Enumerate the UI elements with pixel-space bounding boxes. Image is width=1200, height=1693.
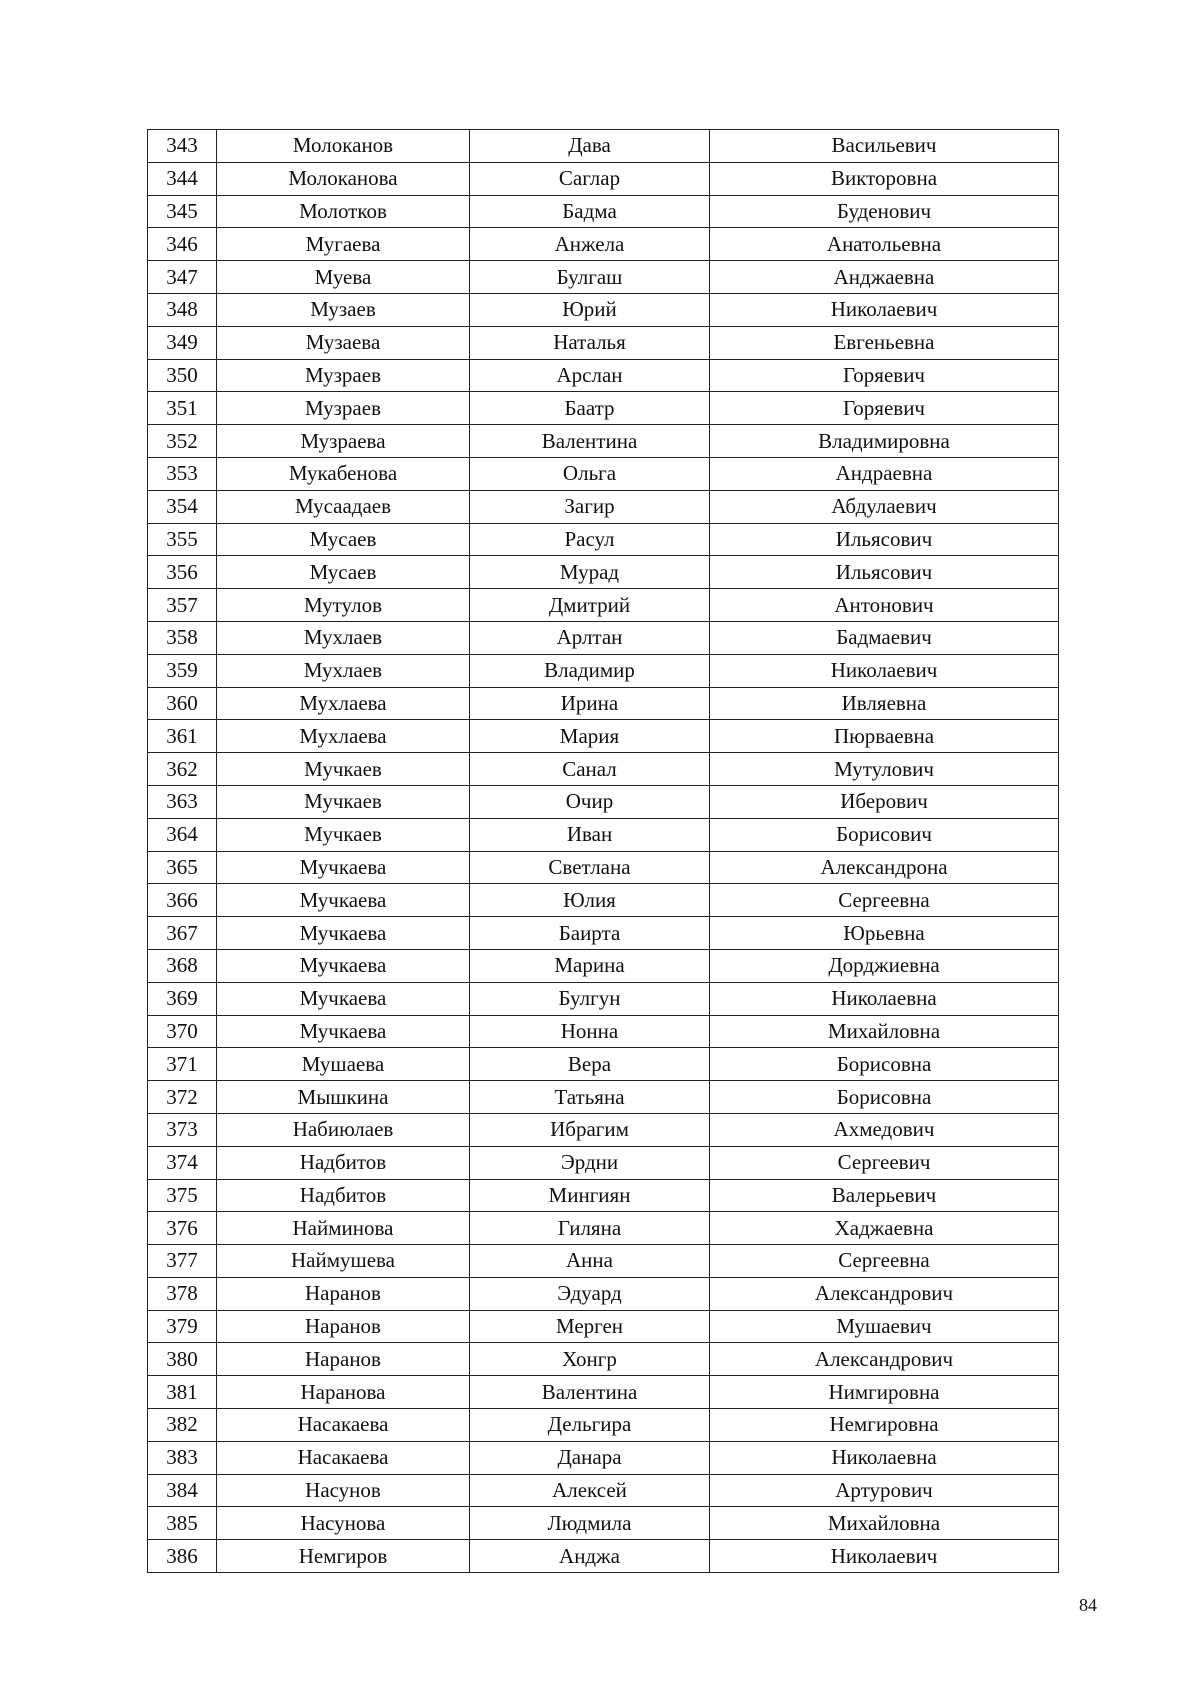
table-row <box>148 785 1059 818</box>
first-name-cell: Эрдни <box>470 1146 710 1179</box>
table-row <box>148 359 1059 392</box>
table-row <box>148 621 1059 654</box>
patronymic-cell: Антонович <box>710 589 1059 622</box>
table-row <box>148 949 1059 982</box>
row-number-cell: 361 <box>148 720 217 753</box>
table-row <box>148 293 1059 326</box>
table-row <box>148 195 1059 228</box>
last-name-cell: Набиюлаев <box>217 1113 470 1146</box>
first-name-cell: Расул <box>470 523 710 556</box>
table-row <box>148 851 1059 884</box>
row-number-cell: 384 <box>148 1474 217 1507</box>
patronymic-cell: Анджаевна <box>710 261 1059 294</box>
first-name-cell: Булгун <box>470 982 710 1015</box>
row-number-cell: 385 <box>148 1507 217 1540</box>
row-number-cell: 351 <box>148 392 217 425</box>
table-row <box>148 326 1059 359</box>
first-name-cell: Юрий <box>470 293 710 326</box>
table-row <box>148 556 1059 589</box>
first-name-cell: Мурад <box>470 556 710 589</box>
row-number-cell: 347 <box>148 261 217 294</box>
first-name-cell: Санал <box>470 753 710 786</box>
last-name-cell: Наранов <box>217 1343 470 1376</box>
first-name-cell: Юлия <box>470 884 710 917</box>
row-number-cell: 379 <box>148 1310 217 1343</box>
row-number-cell: 371 <box>148 1048 217 1081</box>
first-name-cell: Вера <box>470 1048 710 1081</box>
row-number-cell: 380 <box>148 1343 217 1376</box>
patronymic-cell: Валерьевич <box>710 1179 1059 1212</box>
patronymic-cell: Ивляевна <box>710 687 1059 720</box>
last-name-cell: Мушаева <box>217 1048 470 1081</box>
patronymic-cell: Нимгировна <box>710 1376 1059 1409</box>
row-number-cell: 376 <box>148 1212 217 1245</box>
table-row <box>148 1540 1059 1573</box>
patronymic-cell: Бадмаевич <box>710 621 1059 654</box>
row-number-cell: 344 <box>148 162 217 195</box>
last-name-cell: Мучкаева <box>217 982 470 1015</box>
row-number-cell: 350 <box>148 359 217 392</box>
table-row <box>148 1113 1059 1146</box>
last-name-cell: Мучкаев <box>217 753 470 786</box>
table-row <box>148 753 1059 786</box>
patronymic-cell: Юрьевна <box>710 917 1059 950</box>
table-row <box>148 1179 1059 1212</box>
row-number-cell: 348 <box>148 293 217 326</box>
table-row <box>148 1081 1059 1114</box>
row-number-cell: 378 <box>148 1277 217 1310</box>
table-row <box>148 1048 1059 1081</box>
row-number-cell: 377 <box>148 1245 217 1278</box>
patronymic-cell: Дорджиевна <box>710 949 1059 982</box>
row-number-cell: 374 <box>148 1146 217 1179</box>
last-name-cell: Наранов <box>217 1277 470 1310</box>
patronymic-cell: Анатольевна <box>710 228 1059 261</box>
last-name-cell: Насакаева <box>217 1441 470 1474</box>
first-name-cell: Валентина <box>470 1376 710 1409</box>
last-name-cell: Молоканов <box>217 130 470 163</box>
row-number-cell: 382 <box>148 1409 217 1442</box>
first-name-cell: Мингиян <box>470 1179 710 1212</box>
last-name-cell: Мучкаева <box>217 917 470 950</box>
patronymic-cell: Мутулович <box>710 753 1059 786</box>
row-number-cell: 354 <box>148 490 217 523</box>
first-name-cell: Мария <box>470 720 710 753</box>
patronymic-cell: Горяевич <box>710 359 1059 392</box>
patronymic-cell: Сергеевна <box>710 884 1059 917</box>
last-name-cell: Наранов <box>217 1310 470 1343</box>
patronymic-cell: Борисовна <box>710 1081 1059 1114</box>
last-name-cell: Найминова <box>217 1212 470 1245</box>
patronymic-cell: Ильясович <box>710 523 1059 556</box>
patronymic-cell: Сергеевна <box>710 1245 1059 1278</box>
last-name-cell: Мучкаев <box>217 818 470 851</box>
row-number-cell: 367 <box>148 917 217 950</box>
table-row <box>148 228 1059 261</box>
row-number-cell: 386 <box>148 1540 217 1573</box>
table-row <box>148 523 1059 556</box>
first-name-cell: Валентина <box>470 425 710 458</box>
last-name-cell: Немгиров <box>217 1540 470 1573</box>
table-row <box>148 425 1059 458</box>
table-row <box>148 654 1059 687</box>
page-number: 84 <box>1079 1595 1097 1615</box>
patronymic-cell: Андраевна <box>710 457 1059 490</box>
row-number-cell: 375 <box>148 1179 217 1212</box>
first-name-cell: Анджа <box>470 1540 710 1573</box>
patronymic-cell: Александрона <box>710 851 1059 884</box>
patronymic-cell: Николаевич <box>710 293 1059 326</box>
patronymic-cell: Мушаевич <box>710 1310 1059 1343</box>
last-name-cell: Молотков <box>217 195 470 228</box>
first-name-cell: Марина <box>470 949 710 982</box>
row-number-cell: 372 <box>148 1081 217 1114</box>
row-number-cell: 368 <box>148 949 217 982</box>
patronymic-cell: Михайловна <box>710 1015 1059 1048</box>
table-row <box>148 1310 1059 1343</box>
last-name-cell: Музаев <box>217 293 470 326</box>
last-name-cell: Молоканова <box>217 162 470 195</box>
row-number-cell: 349 <box>148 326 217 359</box>
name-list-table <box>147 129 1059 1573</box>
table-row <box>148 884 1059 917</box>
table-row <box>148 1409 1059 1442</box>
table-row <box>148 1441 1059 1474</box>
table-row <box>148 720 1059 753</box>
first-name-cell: Данара <box>470 1441 710 1474</box>
table-row <box>148 917 1059 950</box>
patronymic-cell: Александрович <box>710 1277 1059 1310</box>
row-number-cell: 346 <box>148 228 217 261</box>
table-row <box>148 130 1059 163</box>
patronymic-cell: Михайловна <box>710 1507 1059 1540</box>
first-name-cell: Анжела <box>470 228 710 261</box>
table-row <box>148 1343 1059 1376</box>
first-name-cell: Людмила <box>470 1507 710 1540</box>
first-name-cell: Саглар <box>470 162 710 195</box>
first-name-cell: Эдуард <box>470 1277 710 1310</box>
last-name-cell: Мусаадаев <box>217 490 470 523</box>
last-name-cell: Мучкаев <box>217 785 470 818</box>
table-row <box>148 261 1059 294</box>
first-name-cell: Ирина <box>470 687 710 720</box>
row-number-cell: 364 <box>148 818 217 851</box>
row-number-cell: 355 <box>148 523 217 556</box>
table-row <box>148 1507 1059 1540</box>
table-row <box>148 1212 1059 1245</box>
row-number-cell: 358 <box>148 621 217 654</box>
last-name-cell: Наймушева <box>217 1245 470 1278</box>
first-name-cell: Ольга <box>470 457 710 490</box>
last-name-cell: Мутулов <box>217 589 470 622</box>
first-name-cell: Нонна <box>470 1015 710 1048</box>
patronymic-cell: Абдулаевич <box>710 490 1059 523</box>
row-number-cell: 369 <box>148 982 217 1015</box>
patronymic-cell: Александрович <box>710 1343 1059 1376</box>
last-name-cell: Насунова <box>217 1507 470 1540</box>
row-number-cell: 365 <box>148 851 217 884</box>
patronymic-cell: Николаевич <box>710 1540 1059 1573</box>
last-name-cell: Надбитов <box>217 1146 470 1179</box>
first-name-cell: Бадма <box>470 195 710 228</box>
last-name-cell: Наранова <box>217 1376 470 1409</box>
last-name-cell: Музраев <box>217 392 470 425</box>
table-row <box>148 1474 1059 1507</box>
patronymic-cell: Ильясович <box>710 556 1059 589</box>
row-number-cell: 353 <box>148 457 217 490</box>
first-name-cell: Ибрагим <box>470 1113 710 1146</box>
row-number-cell: 363 <box>148 785 217 818</box>
first-name-cell: Арслан <box>470 359 710 392</box>
table-row <box>148 982 1059 1015</box>
patronymic-cell: Горяевич <box>710 392 1059 425</box>
first-name-cell: Гиляна <box>470 1212 710 1245</box>
row-number-cell: 356 <box>148 556 217 589</box>
first-name-cell: Баатр <box>470 392 710 425</box>
table-row <box>148 392 1059 425</box>
last-name-cell: Мухлаева <box>217 687 470 720</box>
first-name-cell: Дельгира <box>470 1409 710 1442</box>
last-name-cell: Мышкина <box>217 1081 470 1114</box>
table-row <box>148 162 1059 195</box>
patronymic-cell: Сергеевич <box>710 1146 1059 1179</box>
row-number-cell: 359 <box>148 654 217 687</box>
patronymic-cell: Борисовна <box>710 1048 1059 1081</box>
table-row <box>148 687 1059 720</box>
row-number-cell: 360 <box>148 687 217 720</box>
last-name-cell: Музаева <box>217 326 470 359</box>
patronymic-cell: Ахмедович <box>710 1113 1059 1146</box>
first-name-cell: Очир <box>470 785 710 818</box>
last-name-cell: Насакаева <box>217 1409 470 1442</box>
first-name-cell: Баирта <box>470 917 710 950</box>
first-name-cell: Хонгр <box>470 1343 710 1376</box>
patronymic-cell: Николаевна <box>710 982 1059 1015</box>
first-name-cell: Наталья <box>470 326 710 359</box>
first-name-cell: Дмитрий <box>470 589 710 622</box>
row-number-cell: 373 <box>148 1113 217 1146</box>
last-name-cell: Мухлаева <box>217 720 470 753</box>
table-row <box>148 1245 1059 1278</box>
last-name-cell: Насунов <box>217 1474 470 1507</box>
first-name-cell: Мерген <box>470 1310 710 1343</box>
patronymic-cell: Хаджаевна <box>710 1212 1059 1245</box>
first-name-cell: Татьяна <box>470 1081 710 1114</box>
last-name-cell: Надбитов <box>217 1179 470 1212</box>
patronymic-cell: Владимировна <box>710 425 1059 458</box>
patronymic-cell: Буденович <box>710 195 1059 228</box>
first-name-cell: Анна <box>470 1245 710 1278</box>
patronymic-cell: Артурович <box>710 1474 1059 1507</box>
row-number-cell: 357 <box>148 589 217 622</box>
first-name-cell: Дава <box>470 130 710 163</box>
patronymic-cell: Васильевич <box>710 130 1059 163</box>
last-name-cell: Мухлаев <box>217 621 470 654</box>
last-name-cell: Мугаева <box>217 228 470 261</box>
last-name-cell: Мучкаева <box>217 851 470 884</box>
first-name-cell: Алексей <box>470 1474 710 1507</box>
first-name-cell: Светлана <box>470 851 710 884</box>
row-number-cell: 345 <box>148 195 217 228</box>
last-name-cell: Мучкаева <box>217 949 470 982</box>
row-number-cell: 343 <box>148 130 217 163</box>
patronymic-cell: Викторовна <box>710 162 1059 195</box>
last-name-cell: Мучкаева <box>217 884 470 917</box>
last-name-cell: Мукабенова <box>217 457 470 490</box>
table-row <box>148 1277 1059 1310</box>
row-number-cell: 381 <box>148 1376 217 1409</box>
first-name-cell: Иван <box>470 818 710 851</box>
patronymic-cell: Николаевич <box>710 654 1059 687</box>
first-name-cell: Загир <box>470 490 710 523</box>
row-number-cell: 362 <box>148 753 217 786</box>
patronymic-cell: Евгеньевна <box>710 326 1059 359</box>
patronymic-cell: Немгировна <box>710 1409 1059 1442</box>
last-name-cell: Музраев <box>217 359 470 392</box>
table-row <box>148 457 1059 490</box>
table-row <box>148 490 1059 523</box>
first-name-cell: Булгаш <box>470 261 710 294</box>
last-name-cell: Музраева <box>217 425 470 458</box>
first-name-cell: Арлтан <box>470 621 710 654</box>
last-name-cell: Мусаев <box>217 523 470 556</box>
row-number-cell: 370 <box>148 1015 217 1048</box>
last-name-cell: Мухлаев <box>217 654 470 687</box>
table-row <box>148 1376 1059 1409</box>
patronymic-cell: Иберович <box>710 785 1059 818</box>
row-number-cell: 352 <box>148 425 217 458</box>
table-row <box>148 589 1059 622</box>
last-name-cell: Мучкаева <box>217 1015 470 1048</box>
patronymic-cell: Николаевна <box>710 1441 1059 1474</box>
patronymic-cell: Борисович <box>710 818 1059 851</box>
row-number-cell: 366 <box>148 884 217 917</box>
table-row <box>148 1146 1059 1179</box>
row-number-cell: 383 <box>148 1441 217 1474</box>
patronymic-cell: Пюрваевна <box>710 720 1059 753</box>
first-name-cell: Владимир <box>470 654 710 687</box>
last-name-cell: Мусаев <box>217 556 470 589</box>
table-row <box>148 1015 1059 1048</box>
last-name-cell: Муева <box>217 261 470 294</box>
table-body <box>148 130 1059 1573</box>
table-row <box>148 818 1059 851</box>
